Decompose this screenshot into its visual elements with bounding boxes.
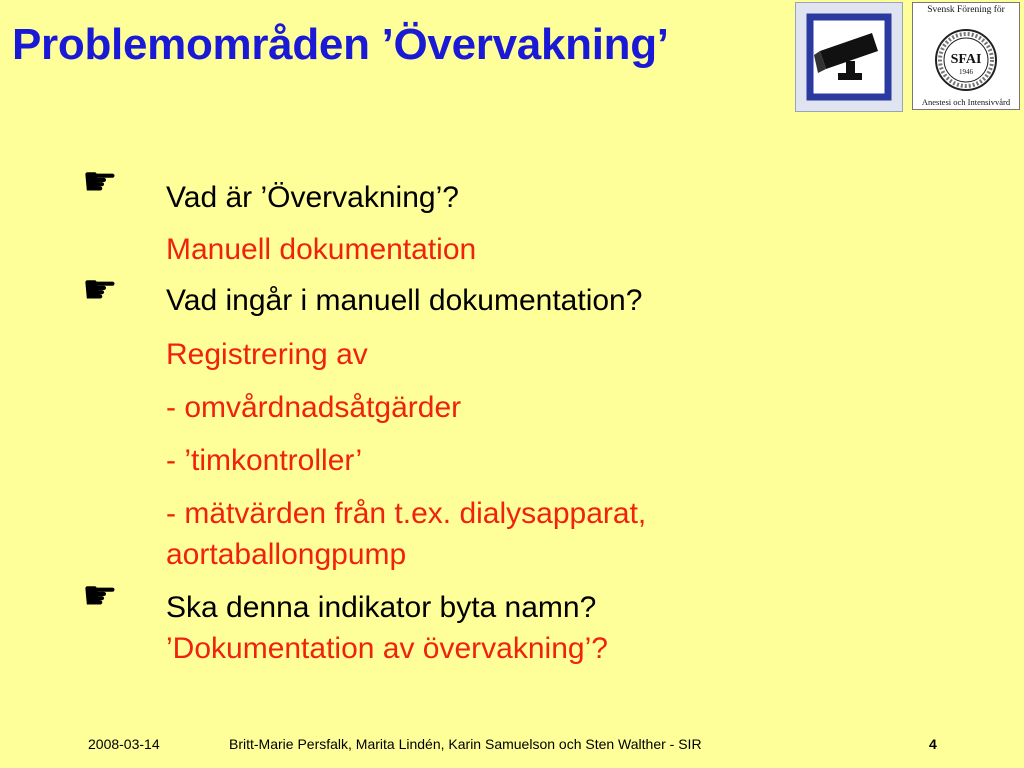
answer-line-2: Registrering av bbox=[166, 338, 368, 371]
footer-authors: Britt-Marie Persfalk, Marita Lindén, Karin Samuelson och Sten Walther - SIR bbox=[229, 736, 702, 752]
answer-line-4: - ’timkontroller’ bbox=[166, 444, 363, 477]
bullet-question-3: Ska denna indikator byta namn? bbox=[166, 591, 597, 624]
answer-line-3: - omvårdnadsåtgärder bbox=[166, 391, 462, 424]
sfai-seal-text: SFAI bbox=[950, 52, 982, 67]
sfai-logo-top-text: Svensk Förening för bbox=[927, 5, 1005, 15]
surveillance-camera-logo bbox=[795, 2, 903, 112]
slide-title: Problemområden ’Övervakning’ bbox=[12, 20, 669, 69]
answer-line-6: aortaballongpump bbox=[166, 538, 407, 571]
sfai-seal-year: 1946 bbox=[959, 68, 973, 76]
pointing-hand-icon: ☛ bbox=[82, 160, 118, 204]
sfai-logo bbox=[912, 2, 1020, 110]
camera-icon bbox=[796, 3, 902, 111]
sfai-seal-icon bbox=[913, 3, 1019, 109]
pointing-hand-icon: ☛ bbox=[82, 268, 118, 312]
answer-line-5: - mätvärden från t.ex. dialysapparat, bbox=[166, 497, 647, 530]
answer-line-7: ’Dokumentation av övervakning’? bbox=[166, 632, 608, 665]
bullet-question-2: Vad ingår i manuell dokumentation? bbox=[166, 284, 643, 317]
pointing-hand-icon: ☛ bbox=[82, 574, 118, 618]
bullet-question-1: Vad är ’Övervakning’? bbox=[166, 181, 459, 214]
footer-date: 2008-03-14 bbox=[88, 736, 160, 752]
answer-line-1: Manuell dokumentation bbox=[166, 233, 477, 266]
footer-page-number: 4 bbox=[929, 736, 937, 752]
sfai-logo-bottom-text: Anestesi och Intensivvård bbox=[921, 97, 1011, 107]
